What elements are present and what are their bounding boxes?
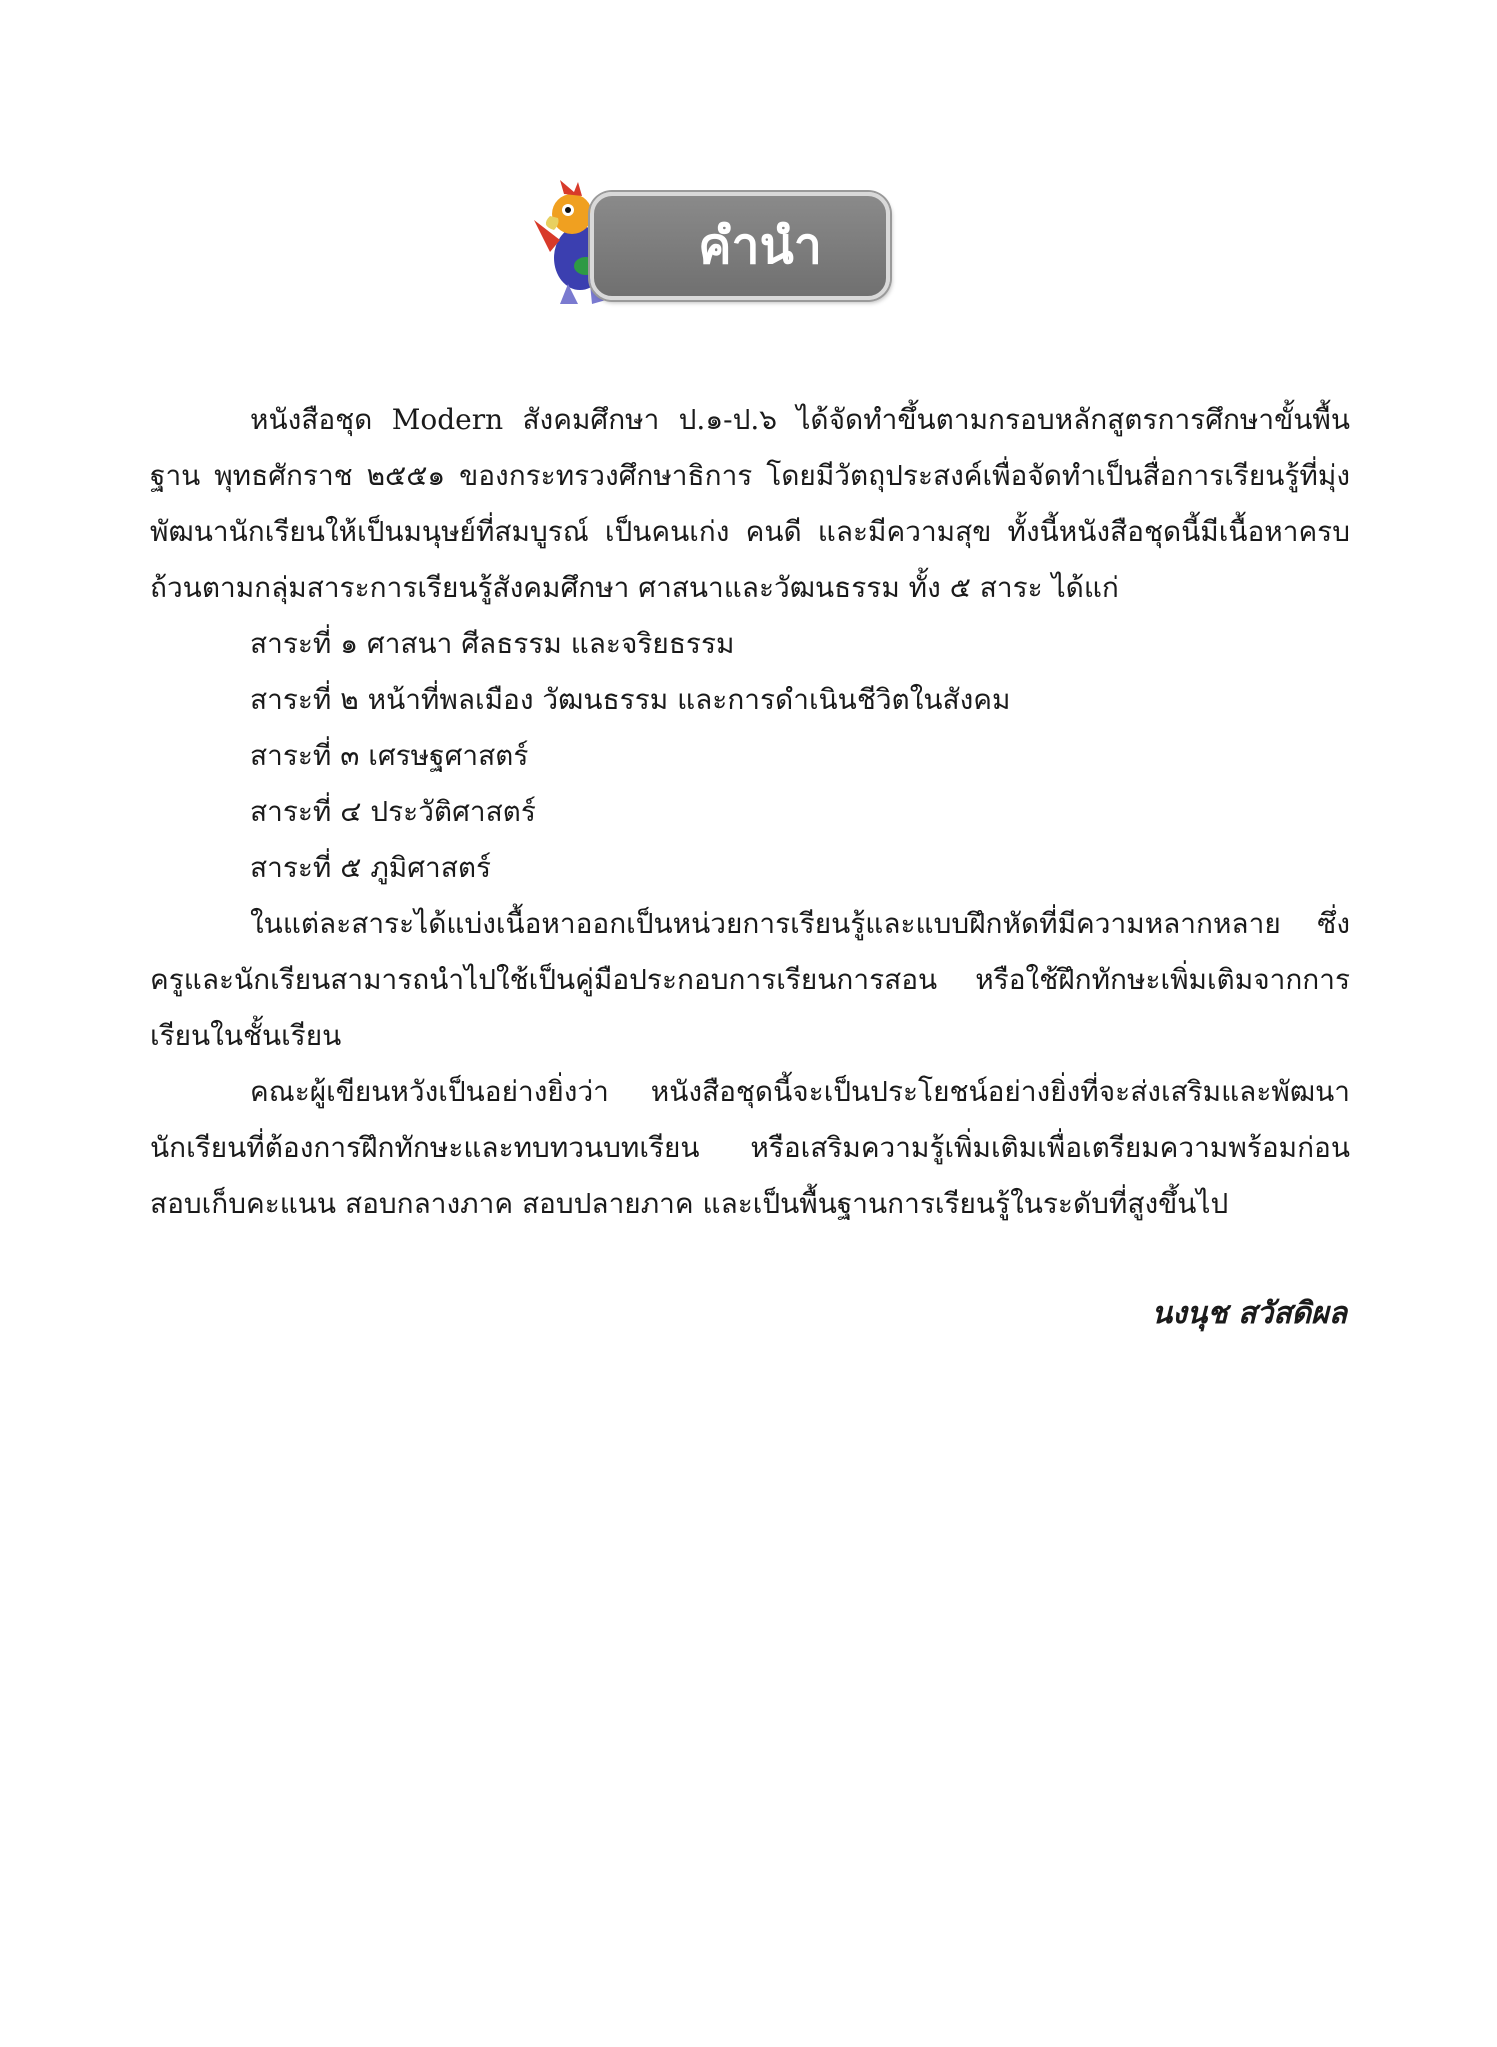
strand-item-2: สาระที่ ๒ หน้าที่พลเมือง วัฒนธรรม และการดำเนินชีวิตในสังคม — [250, 683, 1011, 716]
preface-body — [150, 392, 1350, 1232]
intro-paragraph: หนังสือชุด Modern สังคมศึกษา ป.๑-ป.๖ ได้จัดทำขึ้นตามกรอบหลักสูตรการศึกษาขั้นพื้นฐาน พุทธศักราช ๒๕๕๑ ของกระทรวงศึกษาธิการ โดยมีวัตถุประสงค์เพื่อจัดทำเป็นสื่อการเรียนรู้ที่มุ่งพัฒนานักเรียนให้เป็นมนุษย์ที่สมบูรณ์ เป็นคนเก่ง คนดี และมีความสุข ทั้งนี้หนังสือชุดนี้มีเนื้อหาครบถ้วนตามกลุ่มสาระการเรียนรู้สังคมศึกษา ศาสนาและวัฒนธรรม ทั้ง ๕ สาระ ได้แก่ — [150, 403, 1350, 604]
page-title: คำนำ — [698, 216, 822, 275]
strand-item-3: สาระที่ ๓ เศรษฐศาสตร์ — [250, 739, 529, 772]
title-box — [590, 192, 890, 300]
strand-item-5: สาระที่ ๕ ภูมิศาสตร์ — [250, 851, 492, 884]
author-signature: นงนุช สวัสดิผล — [1151, 1296, 1347, 1331]
third-paragraph: คณะผู้เขียนหวังเป็นอย่างยิ่งว่า หนังสือชุดนี้จะเป็นประโยชน์อย่างยิ่งที่จะส่งเสริมและพัฒนานักเรียนที่ต้องการฝึกทักษะและทบทวนบทเรียน หรือเสริมความรู้เพิ่มเติมเพื่อเตรียมความพร้อมก่อนสอบเก็บคะแนน สอบกลางภาค สอบปลายภาค และเป็นพื้นฐานการเรียนรู้ในระดับที่สูงขึ้นไป — [150, 1075, 1350, 1220]
strand-item-4: สาระที่ ๔ ประวัติศาสตร์ — [250, 795, 536, 828]
heading-banner — [520, 180, 900, 310]
strand-item-1: สาระที่ ๑ ศาสนา ศีลธรรม และจริยธรรม — [250, 627, 735, 660]
second-paragraph: ในแต่ละสาระได้แบ่งเนื้อหาออกเป็นหน่วยการเรียนรู้และแบบฝึกหัดที่มีความหลากหลาย ซึ่งครูและนักเรียนสามารถนำไปใช้เป็นคู่มือประกอบการเรียนการสอน หรือใช้ฝึกทักษะเพิ่มเติมจากการเรียนในชั้นเรียน — [150, 907, 1350, 1052]
